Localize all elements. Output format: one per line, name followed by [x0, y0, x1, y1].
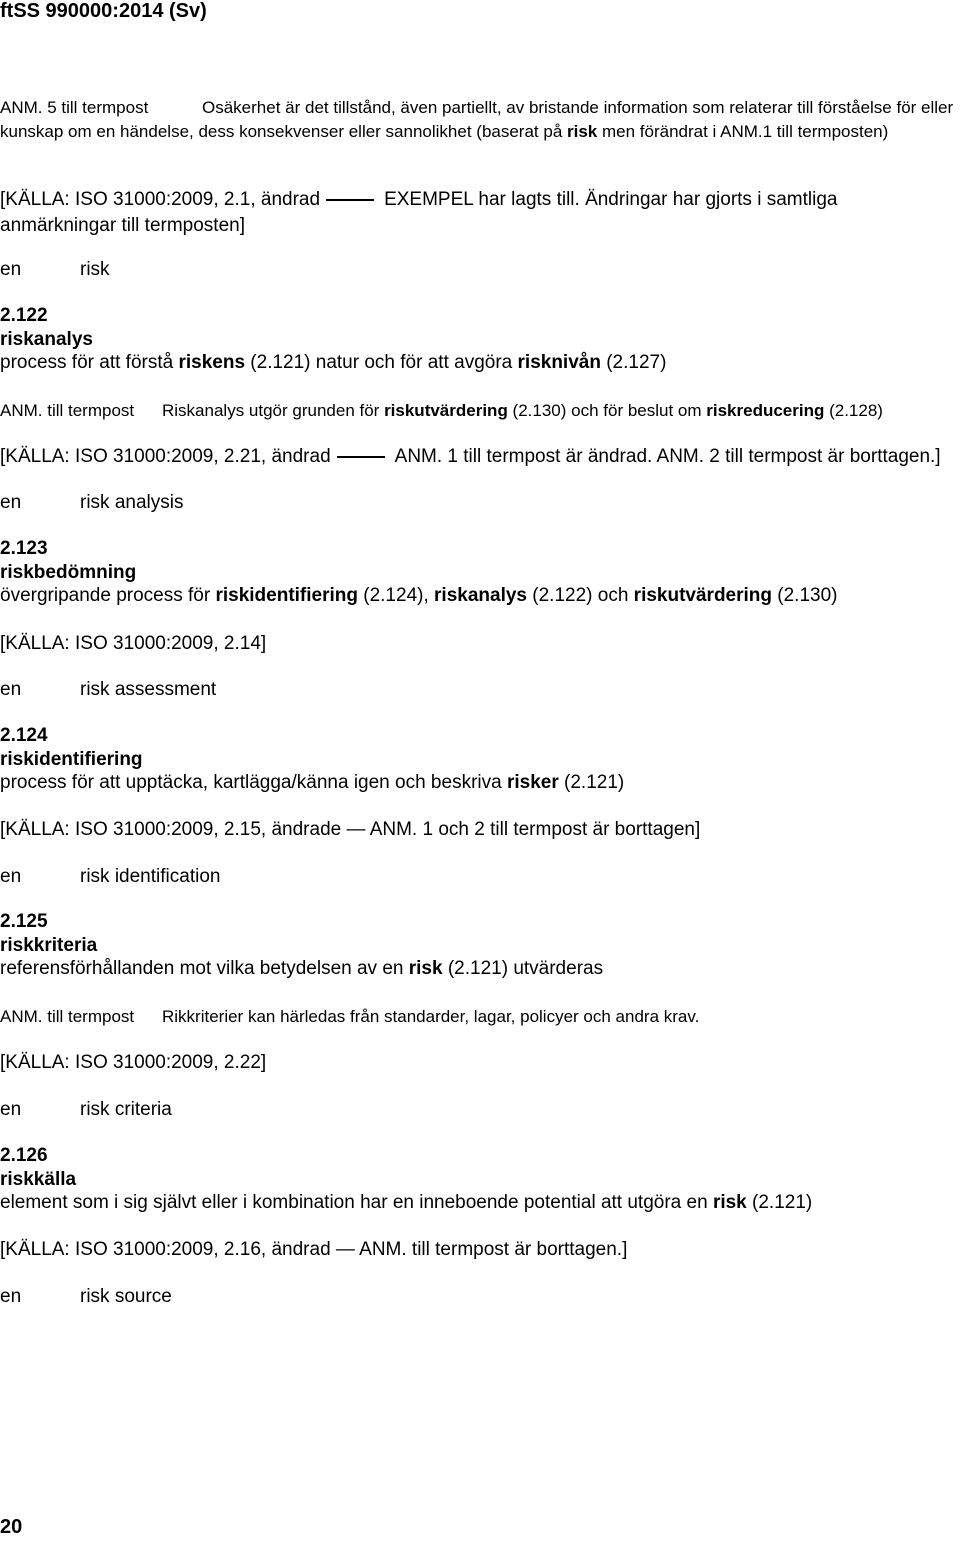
english-term: risk source — [80, 1286, 172, 1307]
source-reference: [KÄLLA: ISO 31000:2009, 2.22] — [0, 1052, 267, 1073]
document-header-title: ftSS 990000:2014 (Sv) — [0, 0, 207, 22]
entry-note: ANM. till termpost Riskanalys utgör grunden för riskutvärdering (2.130) och för beslut om riskreducering (2.128) — [0, 401, 883, 420]
english-equivalent — [0, 492, 183, 514]
note-label: ANM. 5 till termpost — [0, 98, 149, 117]
entry-definition: process för att förstå riskens (2.121) natur och för att avgöra risknivån (2.127) — [0, 352, 667, 373]
entry-definition: process för att upptäcka, kartlägga/känna igen och beskriva risker (2.121) — [0, 772, 625, 793]
entry-term: riskkriteria — [0, 935, 98, 956]
language-code: en — [0, 259, 22, 280]
english-equivalent — [0, 1099, 172, 1121]
english-equivalent — [0, 259, 110, 281]
language-code: en — [0, 1099, 22, 1120]
source-reference: [KÄLLA: ISO 31000:2009, 2.16, ändrad — ANM. till termpost är borttagen.] — [0, 1239, 628, 1260]
language-code: en — [0, 492, 22, 513]
entry-definition: referensförhållanden mot vilka betydelsen av en risk (2.121) utvärderas — [0, 958, 604, 979]
entry-note: ANM. till termpost Rikkriterier kan härledas från standarder, lagar, policyer och andra krav. — [0, 1007, 700, 1026]
english-term: risk — [80, 259, 110, 280]
language-code: en — [0, 866, 22, 887]
language-code: en — [0, 1286, 22, 1307]
entry-number: 2.123 — [0, 538, 48, 559]
page-number: 20 — [0, 1516, 23, 1538]
em-dash-line — [326, 199, 374, 200]
source-reference: [KÄLLA: ISO 31000:2009, 2.21, ändrad ANM. 1 till termpost är ändrad. ANM. 2 till termpost är borttagen.] — [0, 446, 941, 467]
english-equivalent — [0, 679, 216, 701]
source-reference: [KÄLLA: ISO 31000:2009, 2.14] — [0, 633, 267, 654]
note-label: ANM. till termpost — [0, 401, 135, 420]
entry-number: 2.126 — [0, 1145, 48, 1166]
em-dash-line — [337, 456, 385, 457]
source-reference: [KÄLLA: ISO 31000:2009, 2.15, ändrade — ANM. 1 och 2 till termpost är borttagen] — [0, 819, 701, 840]
entry-term: riskidentifiering — [0, 749, 143, 770]
english-term: risk assessment — [80, 679, 217, 700]
entry-definition: övergripande process för riskidentifiering (2.124), riskanalys (2.122) och riskutvärdering (2.130) — [0, 585, 838, 606]
entry-definition: element som i sig självt eller i kombination har en inneboende potential att utgöra en risk (2.121) — [0, 1192, 813, 1213]
entry-number: 2.125 — [0, 911, 48, 932]
intro-note: ANM. 5 till termpost Osäkerhet är det tillstånd, även partiellt, av bristande information som relaterar till förståelse för eller kunskap om en händelse, dess konsekvenser eller sannolikhet (baserat på risk men förändrat i ANM.1 till termposten) — [0, 98, 954, 141]
english-term: risk analysis — [80, 492, 184, 513]
note-label: ANM. till termpost — [0, 1007, 135, 1026]
english-equivalent — [0, 866, 220, 888]
english-term: risk criteria — [80, 1099, 172, 1120]
source-reference: [KÄLLA: ISO 31000:2009, 2.1, ändrad EXEMPEL har lagts till. Ändringar har gjorts i samtliga anmärkningar till termposten] — [0, 189, 838, 236]
entry-term: riskbedömning — [0, 562, 137, 583]
entry-term: riskanalys — [0, 329, 93, 350]
english-term: risk identification — [80, 866, 221, 887]
entry-term: riskkälla — [0, 1169, 77, 1190]
entry-number: 2.122 — [0, 305, 48, 326]
language-code: en — [0, 679, 22, 700]
english-equivalent — [0, 1286, 172, 1308]
entry-number: 2.124 — [0, 725, 48, 746]
